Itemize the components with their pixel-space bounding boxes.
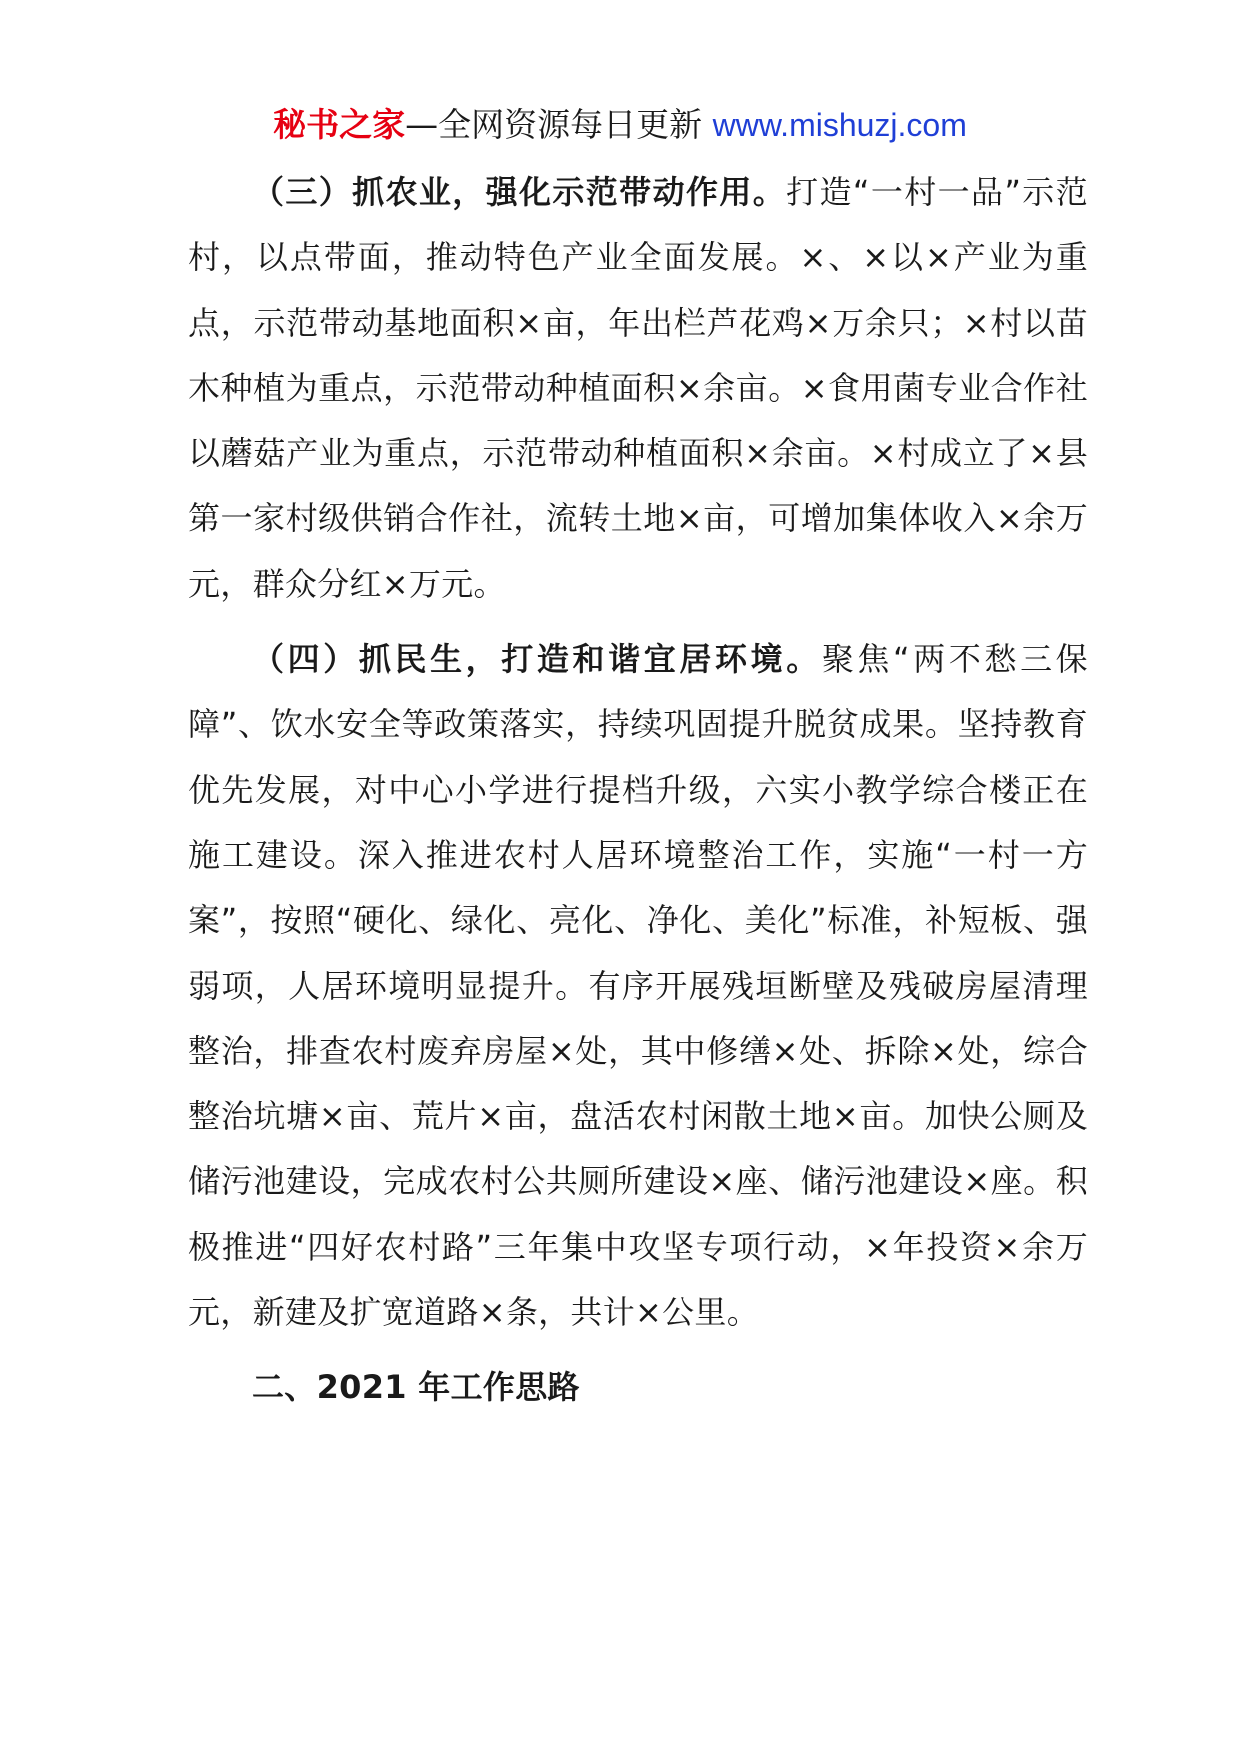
header-tagline: —全网资源每日更新	[405, 105, 713, 144]
paragraph-text: 聚焦“两不愁三保障”、饮水安全等政策落实，持续巩固提升脱贫成果。坚持教育优先发展，对中心小学进行提档升级，六实小教学综合楼正在施工建设。深入推进农村人居环境整治工作，实施“一村一方案”，按照“硬化、绿化、亮化、净化、美化”标准，补短板、强弱项，人居环境明显提升。有序开展残垣断壁及残破房屋清理整治，排查农村废弃房屋×处，其中修缮×处、拆除×处，综合整治坑塘×亩、荒片×亩，盘活农村闲散土地×亩。加快公厕及储污池建设，完成农村公共厕所建设×座、储污池建设×座。积极推进“四好农村路”三年集中攻坚专项行动，×年投资×余万元，新建及扩宽道路×条，共计×公里。	[188, 640, 1088, 1332]
paragraph-text: 打造“一村一品”示范村，以点带面，推动特色产业全面发展。×、×以×产业为重点，示范带动基地面积×亩，年出栏芦花鸡×万余只；×村以苗木种植为重点，示范带动种植面积×余亩。×食用菌专业合作社以蘑菇产业为重点，示范带动种植面积×余亩。×村成立了×县第一家村级供销合作社，流转土地×亩，可增加集体收入×余万元，群众分红×万元。	[188, 173, 1088, 603]
paragraph-livelihood	[188, 627, 1088, 1345]
section-heading: 二、2021 年工作思路	[252, 1368, 580, 1407]
paragraph-agriculture	[188, 160, 1088, 617]
header-brand: 秘书之家	[273, 105, 406, 144]
document-body	[188, 160, 1088, 1420]
paragraph-lead: （四）抓民生，打造和谐宜居环境。	[252, 640, 822, 679]
header-site-link[interactable]: www.mishuzj.com	[712, 107, 967, 143]
paragraph-lead: （三）抓农业，强化示范带动作用。	[252, 173, 787, 211]
page-header	[0, 100, 1240, 150]
